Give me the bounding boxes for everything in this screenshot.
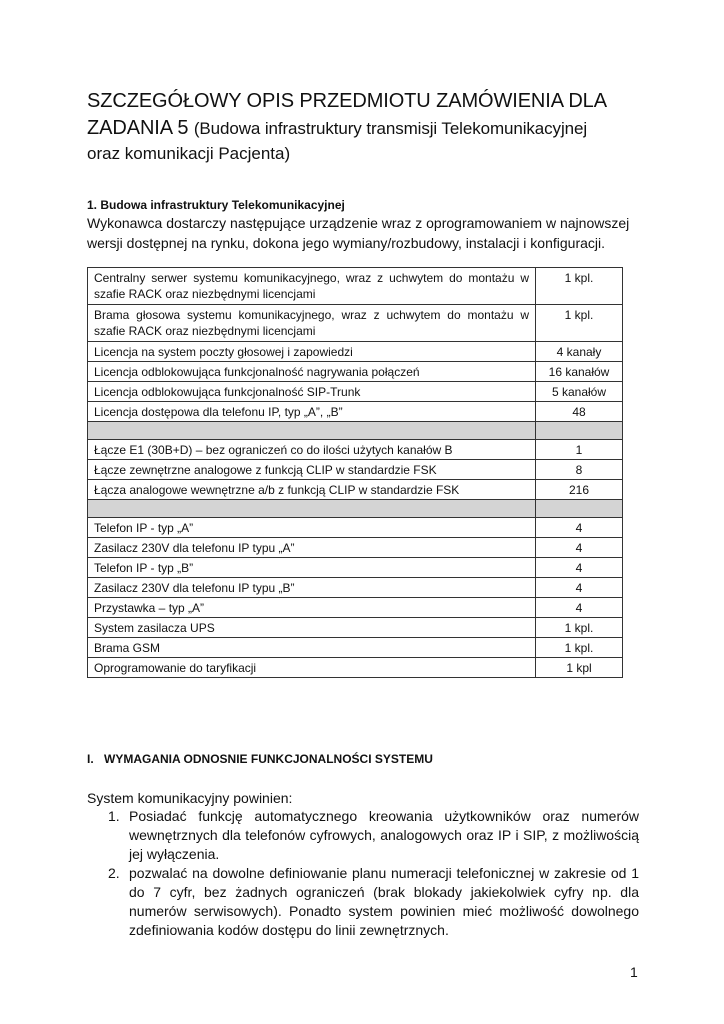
- item-name: Licencja dostępowa dla telefonu IP, typ „A”, „B”: [88, 402, 536, 422]
- item-name: Brama GSM: [88, 638, 536, 658]
- requirements-number: I.: [87, 752, 94, 766]
- requirements-title: WYMAGANIA ODNOSNIE FUNKCJONALNOŚCI SYSTEMU: [104, 752, 433, 766]
- separator-cell: [88, 500, 536, 518]
- item-name: Oprogramowanie do taryfikacji: [88, 658, 536, 678]
- item-name: Licencja na system poczty głosowej i zapowiedzi: [88, 342, 536, 362]
- equipment-table: [87, 267, 623, 678]
- table-row: [88, 342, 623, 362]
- item-quantity: 4: [536, 558, 623, 578]
- item-quantity: 216: [536, 480, 623, 500]
- table-row: [88, 638, 623, 658]
- table-row: [88, 518, 623, 538]
- item-name: Zasilacz 230V dla telefonu IP typu „B”: [88, 578, 536, 598]
- separator-cell: [88, 422, 536, 440]
- table-row: [88, 305, 623, 342]
- requirements-heading: [87, 752, 433, 766]
- table-separator-row: [88, 500, 623, 518]
- item-quantity: 1 kpl.: [536, 268, 623, 305]
- item-name: Centralny serwer systemu komunikacyjnego, wraz z uchwytem do montażu w szafie RACK oraz niezbędnymi licencjami: [88, 268, 536, 305]
- table-row: [88, 362, 623, 382]
- item-name: System zasilacza UPS: [88, 618, 536, 638]
- table-row: [88, 480, 623, 500]
- list-item-number: 1.: [108, 808, 120, 824]
- item-quantity: 1 kpl.: [536, 638, 623, 658]
- requirements-intro: System komunikacyjny powinien:: [87, 790, 293, 806]
- item-name: Brama głosowa systemu komunikacyjnego, wraz z uchwytem do montażu w szafie RACK oraz niezbędnymi licencjami: [88, 305, 536, 342]
- item-name: Telefon IP - typ „B”: [88, 558, 536, 578]
- item-name: Licencja odblokowująca funkcjonalność SIP-Trunk: [88, 382, 536, 402]
- list-item: [87, 807, 639, 864]
- title-line-3: oraz komunikacji Pacjenta): [87, 144, 291, 163]
- item-quantity: 1 kpl: [536, 658, 623, 678]
- item-name: Łącze E1 (30B+D) – bez ograniczeń co do ilości użytych kanałów B: [88, 440, 536, 460]
- table-row: [88, 402, 623, 422]
- item-name: Telefon IP - typ „A”: [88, 518, 536, 538]
- table-row: [88, 460, 623, 480]
- table-row: [88, 658, 623, 678]
- list-item-text: pozwalać na dowolne definiowanie planu numeracji telefonicznej w zakresie od 1 do 7 cyfr, bez żadnych ograniczeń (brak blokady jakiekolwiek cyfry np. dla numerów serwisowych). Ponadto system powinien mieć możliwość dowolnego zdefiniowania kodów dostępu do linii zewnętrznych.: [129, 865, 639, 938]
- separator-cell: [536, 422, 623, 440]
- title-line-1: SZCZEGÓŁOWY OPIS PRZEDMIOTU ZAMÓWIENIA DLA: [87, 90, 607, 112]
- list-item-text: Posiadać funkcję automatycznego kreowania użytkowników oraz numerów wewnętrznych dla telefonów cyfrowych, analogowych oraz IP i SIP, z możliwością jej wyłączenia.: [129, 808, 639, 862]
- item-name: Przystawka – typ „A”: [88, 598, 536, 618]
- section-1-text: Wykonawca dostarczy następujące urządzenie wraz z oprogramowaniem w najnowszej wersji dostępnej na rynku, dokona jego wymiany/rozbudowy, instalacji i konfiguracji.: [87, 215, 630, 251]
- section-1-heading: 1. Budowa infrastruktury Telekomunikacyjnej: [87, 198, 345, 212]
- separator-cell: [536, 500, 623, 518]
- table-row: [88, 618, 623, 638]
- item-quantity: 4: [536, 598, 623, 618]
- item-name: Łącze zewnętrzne analogowe z funkcją CLIP w standardzie FSK: [88, 460, 536, 480]
- title-subtitle: (Budowa infrastruktury transmisji Telekomunikacyjnej: [193, 119, 588, 138]
- table-row: [88, 440, 623, 460]
- item-name: Zasilacz 230V dla telefonu IP typu „A”: [88, 538, 536, 558]
- item-quantity: 16 kanałów: [536, 362, 623, 382]
- list-item: [87, 864, 639, 940]
- document-title: [87, 88, 647, 166]
- page-number: 1: [630, 964, 638, 980]
- section-1: [87, 197, 637, 253]
- table-row: [88, 598, 623, 618]
- title-task-number: ZADANIA 5: [87, 117, 189, 139]
- table-separator-row: [88, 422, 623, 440]
- item-quantity: 4 kanały: [536, 342, 623, 362]
- list-item-number: 2.: [108, 865, 120, 881]
- item-quantity: 1 kpl.: [536, 305, 623, 342]
- title-line-2: [87, 115, 647, 142]
- table-row: [88, 538, 623, 558]
- item-quantity: 4: [536, 578, 623, 598]
- requirements-list: [87, 807, 639, 940]
- table-row: [88, 578, 623, 598]
- item-name: Łącza analogowe wewnętrzne a/b z funkcją CLIP w standardzie FSK: [88, 480, 536, 500]
- item-quantity: 1 kpl.: [536, 618, 623, 638]
- item-quantity: 4: [536, 518, 623, 538]
- table-row: [88, 268, 623, 305]
- item-name: Licencja odblokowująca funkcjonalność nagrywania połączeń: [88, 362, 536, 382]
- item-quantity: 8: [536, 460, 623, 480]
- item-quantity: 48: [536, 402, 623, 422]
- table-row: [88, 382, 623, 402]
- item-quantity: 5 kanałów: [536, 382, 623, 402]
- item-quantity: 1: [536, 440, 623, 460]
- item-quantity: 4: [536, 538, 623, 558]
- table-row: [88, 558, 623, 578]
